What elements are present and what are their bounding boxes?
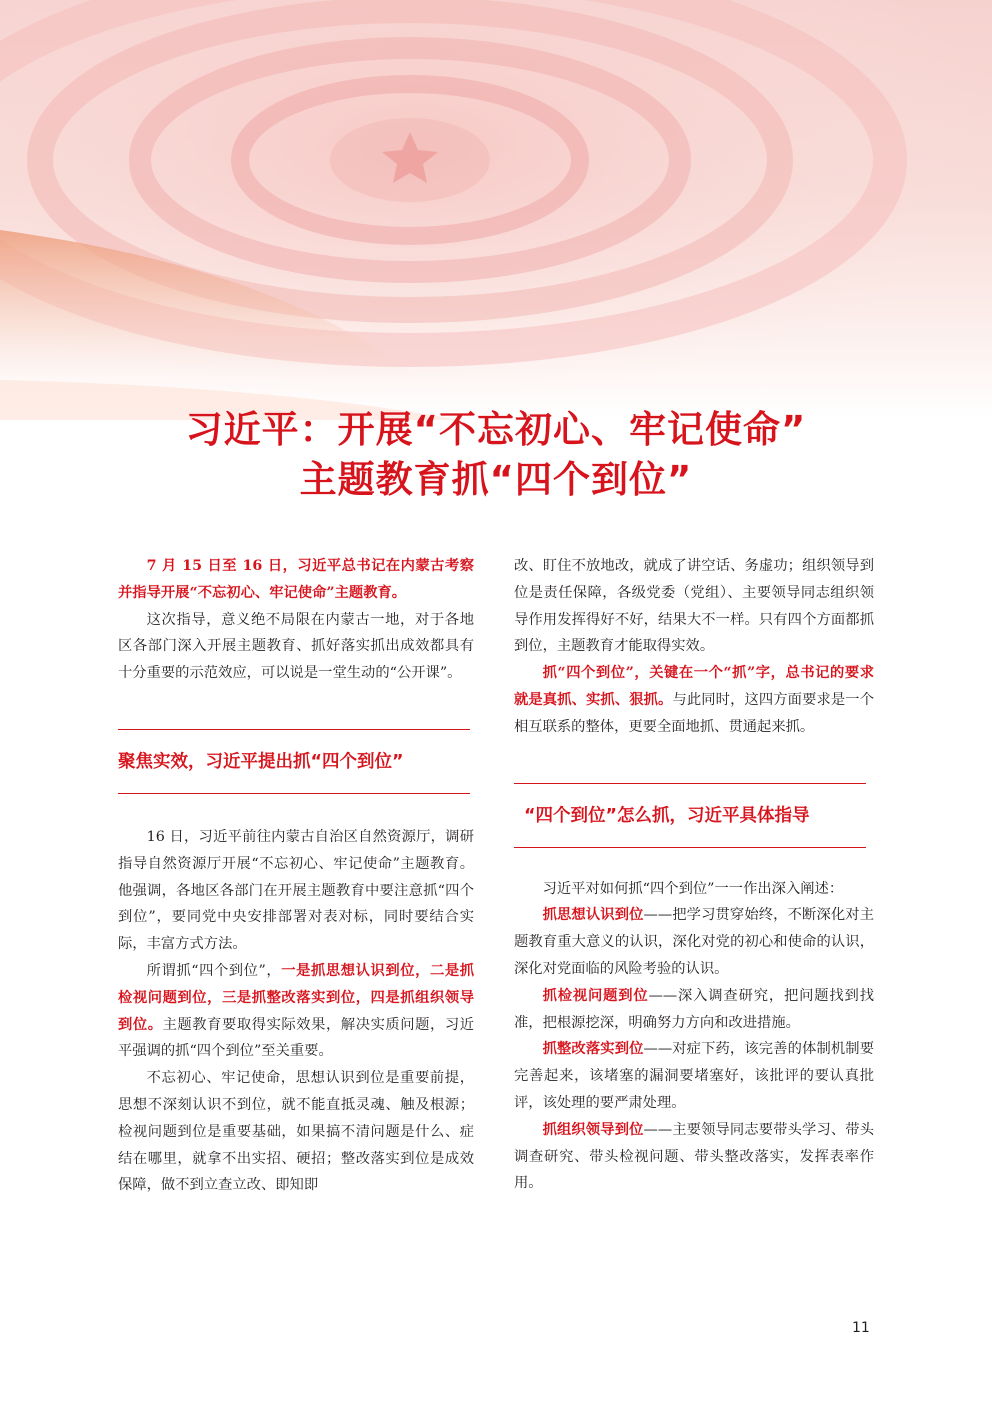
guidance-item-text: ——把学习贯穿始终，不断深化对主题教育重大意义的认识，深化对党的初心和使命的认识，深化对党面临的风险考验的认识。 xyxy=(514,907,874,977)
body-paragraph-2 xyxy=(118,958,474,1065)
guidance-item xyxy=(514,983,874,1037)
header-banner xyxy=(0,0,992,420)
right-column xyxy=(514,553,874,1197)
guidance-item-text: ——主要领导同志要带头学习、带头调查研究、带头检视问题、带头整改落实，发挥表率作用。 xyxy=(514,1121,874,1192)
guidance-item xyxy=(514,902,874,982)
page-title-line-2: 主题教育抓“四个到位” xyxy=(299,458,693,501)
key-paragraph xyxy=(514,660,874,740)
page-number: 11 xyxy=(852,1320,870,1336)
guidance-item-text: ——深入调查研究，把问题找到找准，把根源挖深，明确努力方向和改进措施。 xyxy=(514,987,874,1031)
guidance-item-title: 抓组织领导到位 xyxy=(542,1121,644,1138)
guidance-item-title: 抓检视问题到位 xyxy=(542,987,649,1004)
body-paragraph-3: 不忘初心、牢记使命，思想认识到位是重要前提，思想不深刻认识不到位，就不能直抵灵魂、触及根源；检视问题到位是重要基础，如果搞不清问题是什么、症结在哪里，就拿不出实招、硬招；整改落实到位是成效保障，做不到立查立改、即知即 xyxy=(118,1070,474,1194)
intro-lead xyxy=(118,553,474,607)
banner-emblem-graphic xyxy=(0,0,992,420)
section-heading-text: 聚焦实效，习近平提出抓“四个到位” xyxy=(118,751,404,772)
key-bold: 抓“四个到位”，关键在一个“抓”字，总书记的要求就是真抓、实抓、狠抓。 xyxy=(514,665,874,708)
section-heading-guidance xyxy=(514,783,866,848)
guidance-item-text: ——对症下药，该完善的体制机制要完善起来，该堵塞的漏洞要堵塞好，该批评的要认真批评，该处理的要严肃处理。 xyxy=(514,1041,874,1111)
page-title-line-1: 习近平：开展“不忘初心、牢记使命” xyxy=(185,408,807,451)
section-rule-bottom xyxy=(118,793,470,794)
body-paragraph-1: 16 日，习近平前往内蒙古自治区自然资源厅，调研指导自然资源厅开展“不忘初心、牢记使命”主题教育。他强调，各地区各部门在开展主题教育中要注意抓“四个到位”，要同党中央安排部署对表对标，同时要结合实际，丰富方式方法。 xyxy=(118,828,474,953)
key-text: 与此同时，这四方面要求是一个相互联系的整体，更要全面地抓、贯通起来抓。 xyxy=(514,691,875,735)
guidance-intro: 习近平对如何抓“四个到位”一一作出深入阐述： xyxy=(542,880,844,897)
left-column xyxy=(118,553,474,1199)
guidance-item xyxy=(514,1036,874,1116)
guidance-item-title: 抓思想认识到位 xyxy=(542,907,644,924)
intro-paragraph: 这次指导，意义绝不局限在内蒙古一地，对于各地区各部门深入开展主题教育、抓好落实抓出成效都具有十分重要的示范效应，可以说是一堂生动的“公开课”。 xyxy=(118,611,474,682)
guidance-item-title: 抓整改落实到位 xyxy=(542,1041,644,1058)
intro-bold: 7 月 15 日至 16 日，习近平总书记在内蒙古考察并指导开展“不忘初心、牢记使命”主题教育。 xyxy=(118,558,474,601)
section-rule-bottom xyxy=(514,847,866,848)
guidance-item xyxy=(514,1117,874,1197)
section-rule-top xyxy=(514,783,866,784)
section-rule-top xyxy=(118,729,470,730)
four-points-bold: 一是抓思想认识到位，二是抓检视问题到位，三是抓整改落实到位，四是抓组织领导到位。 xyxy=(118,962,474,1033)
section-heading-focus xyxy=(118,729,470,794)
para2-lead: 所谓抓“四个到位”， xyxy=(146,962,282,979)
para2-tail: 主题教育要取得实际效果，解决实质问题，习近平强调的抓“四个到位”至关重要。 xyxy=(118,1016,475,1060)
section-heading-text: “四个到位”怎么抓，习近平具体指导 xyxy=(524,805,810,826)
continued-paragraph: 改、盯住不放地改，就成了讲空话、务虚功；组织领导到位是责任保障，各级党委（党组）、主要领导同志组织领导作用发挥得好不好，结果大不一样。只有四个方面都抓到位，主题教育才能取得实效。 xyxy=(514,558,874,655)
